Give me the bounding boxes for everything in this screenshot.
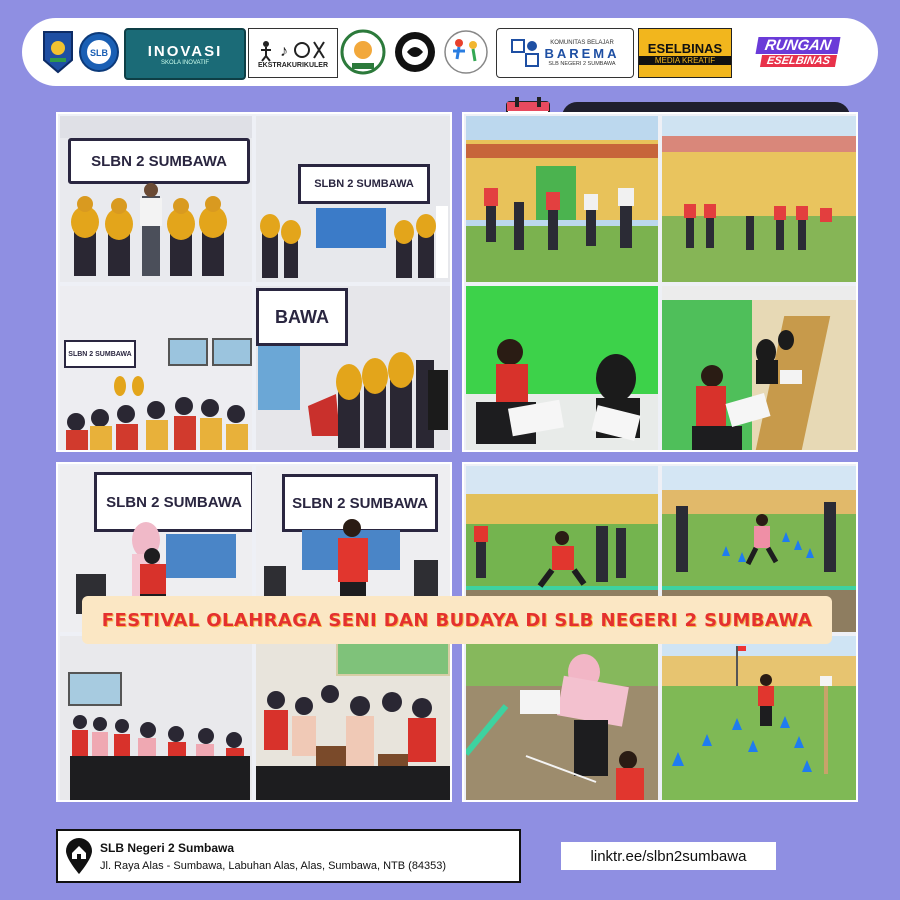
rungan-title: RUNGAN — [756, 37, 841, 54]
sports-emblem-logo — [442, 28, 490, 76]
school-address: Jl. Raya Alas - Sumbawa, Labuhan Alas, Alas, Sumbawa, NTB (84353) — [100, 860, 447, 872]
race-figures — [662, 116, 856, 282]
stage-figures — [256, 116, 450, 282]
measuring-figures — [466, 636, 658, 800]
audience-figures — [60, 286, 252, 450]
photo-dancers-stage — [256, 116, 450, 282]
slb-seal-text: SLB — [90, 48, 108, 58]
rungan-sub: ESELBINAS — [759, 55, 836, 67]
innovation-logo — [124, 28, 246, 80]
stage-banner-text: SLBN 2 SUMBAWA — [91, 152, 227, 170]
innovation-logo-text: INOVASI — [147, 42, 223, 60]
barema-title: BAREMA — [544, 45, 620, 61]
stage-banner-text: BAWA — [275, 306, 329, 327]
barema-logo — [496, 28, 634, 78]
activity-icons — [258, 38, 328, 62]
photo-panel-drawing-activity — [462, 112, 858, 452]
eselbinas-sub: MEDIA KREATIF — [639, 56, 731, 65]
eselbinas-logo — [638, 28, 732, 78]
photo-schoolyard-students — [466, 116, 658, 282]
seated-audience-figures — [60, 636, 252, 800]
dancers-closeup-figures — [256, 286, 450, 450]
barema-sub2: SLB NEGERI 2 SUMBAWA — [548, 60, 616, 67]
sumbawa-regency-seal — [40, 28, 76, 76]
partner-logo-bar — [22, 18, 878, 86]
photo-audience-hall — [60, 286, 252, 450]
stage-banner-text: SLBN 2 SUMBAWA — [292, 494, 428, 512]
drawing-students-figures — [466, 286, 658, 450]
front-row-figures — [256, 636, 450, 800]
stage-banner-text: SLBN 2 SUMBAWA — [314, 178, 414, 190]
field-run-figures — [662, 636, 856, 800]
barema-sub: KOMUNITAS BELAJAR — [550, 39, 614, 46]
barema-mark — [510, 38, 540, 68]
photo-dancers-group — [60, 116, 252, 282]
stage-banner-text: SLBN 2 SUMBAWA — [106, 493, 242, 511]
extracurricular-logo — [248, 28, 338, 78]
school-address-card — [56, 829, 521, 883]
eselbinas-title: ESELBINAS — [647, 41, 723, 56]
school-location-pin-icon — [64, 837, 94, 875]
svg-text:♪: ♪ — [280, 42, 288, 60]
festival-title-banner — [82, 596, 832, 644]
stage-banner-text: SLBN 2 SUMBAWA — [68, 350, 132, 358]
dancers-figures — [60, 116, 252, 282]
photo-corridor-drawing — [662, 286, 856, 450]
vocational-logo — [340, 28, 386, 76]
photo-field-run — [662, 636, 856, 800]
extracurricular-label: EKSTRAKURIKULER — [258, 61, 328, 69]
photo-student-drawing — [466, 286, 658, 450]
school-name: SLB Negeri 2 Sumbawa — [100, 841, 235, 855]
circle-emblem-logo — [392, 28, 438, 76]
rungan-eselbinas-logo — [736, 28, 860, 76]
schoolyard-figures — [466, 116, 658, 282]
photo-audience-front-row — [256, 636, 450, 800]
corridor-figures — [662, 286, 856, 450]
slb-negeri-2-seal — [78, 28, 120, 76]
photo-dancers-closeup — [256, 286, 450, 450]
photo-schoolyard-race — [662, 116, 856, 282]
photo-seated-audience — [60, 636, 252, 800]
photo-measuring-jump — [466, 636, 658, 800]
festival-title-text: FESTIVAL OLAHRAGA SENI DAN BUDAYA DI SLB NEGERI 2 SUMBAWA — [101, 609, 813, 631]
innovation-logo-sub: SKOLA INOVATIF — [160, 59, 210, 66]
photo-panel-dance-performance — [56, 112, 452, 452]
linktree-link[interactable]: linktr.ee/slbn2sumbawa — [561, 842, 776, 870]
